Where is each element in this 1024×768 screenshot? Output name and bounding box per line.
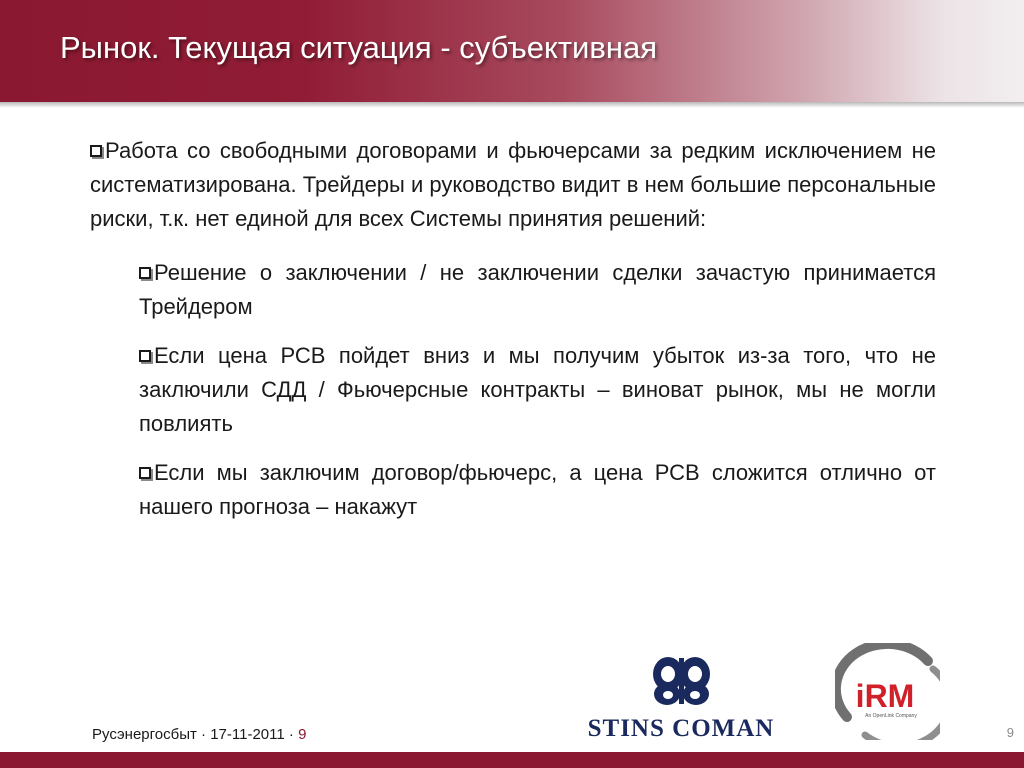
bullet-item [139,256,936,324]
footer-separator: · [288,726,294,743]
irm-wordmark: iRM [855,678,915,714]
stins-coman-wordmark: STINS COMAN [587,715,775,740]
title-bar-shadow [0,102,1024,108]
checkbox-bullet-icon [139,267,151,279]
bullet-text: Работа со свободными договорами и фьючерсами за редким исключением не систематизирована. Трейдеры и руководство видит в нем большие персональные риски, т.к. нет единой для всех Системы принятия решений: [90,138,936,231]
slide-footer [92,726,306,743]
checkbox-bullet-icon [139,467,151,479]
irm-tagline: An OpenLink Company [865,713,917,719]
bullet-text: Если мы заключим договор/фьючерс, а цена РСВ сложится отлично от нашего прогноза – накажут [139,460,936,519]
checkbox-bullet-icon [90,145,102,157]
page-number: 9 [1006,725,1014,740]
slide-title: Рынок. Текущая ситуация - субъективная [60,30,657,65]
bullet-item [139,456,936,524]
slide-body [90,134,936,524]
footer-company: Русэнергосбыт [92,726,197,743]
footer-separator: · [201,726,207,743]
footer-page: 9 [298,726,307,743]
irm-logo [835,643,940,740]
checkbox-bullet-icon [139,350,151,362]
bottom-bar [0,752,1024,768]
bullet-text: Решение о заключении / не заключении сделки зачастую принимается Трейдером [139,260,936,319]
stins-coman-logo [570,652,792,740]
stins-coman-butterfly-icon [653,657,710,705]
bullet-item [139,339,936,441]
footer-date: 17-11-2011 [210,726,285,743]
bullet-text: Если цена РСВ пойдет вниз и мы получим убыток из-за того, что не заключили СДД / Фьючерсные контракты – виноват рынок, мы не могли повлиять [139,343,936,436]
bullet-item [90,134,936,236]
